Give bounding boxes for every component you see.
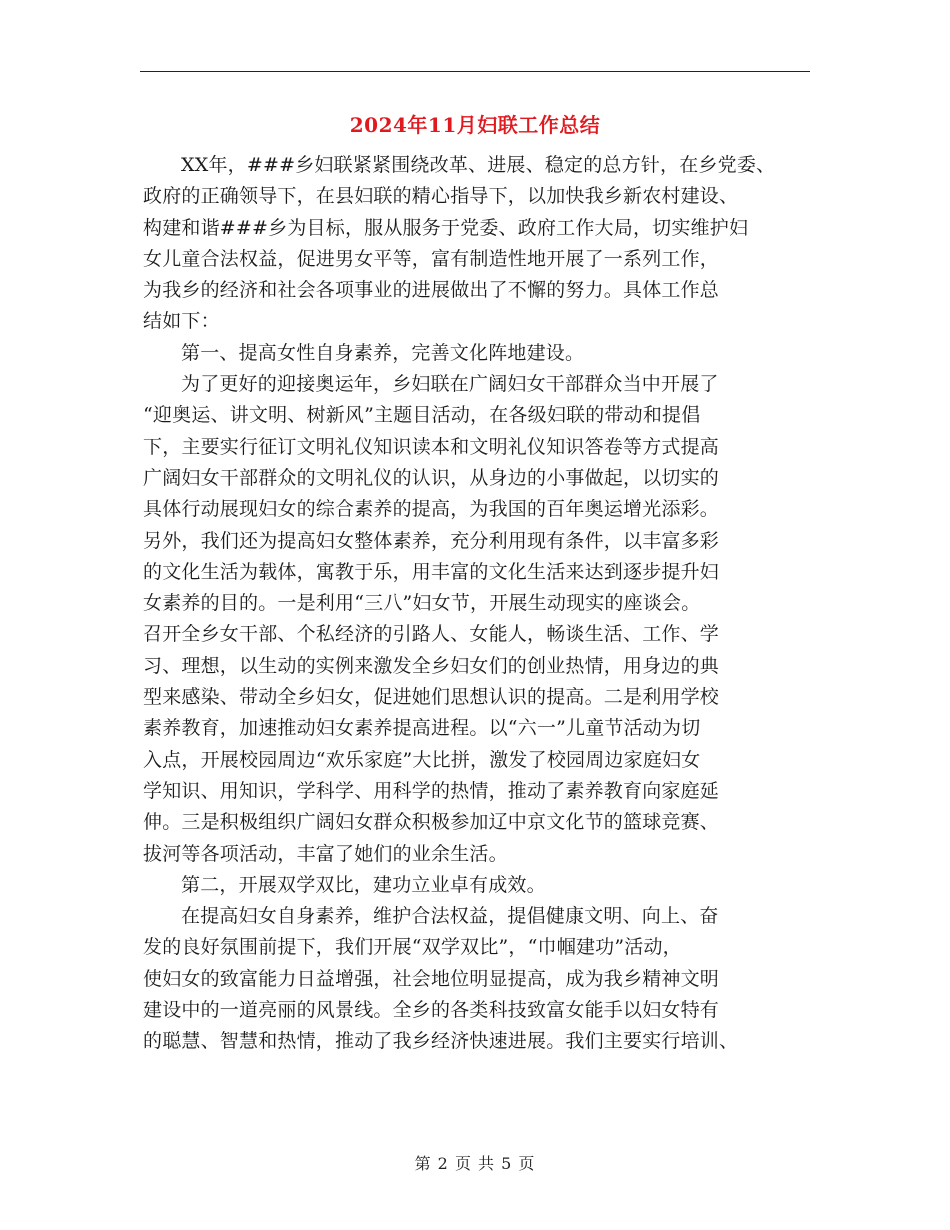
body-line: 拔河等各项活动，丰富了她们的业余生活。: [143, 842, 508, 865]
body-line: 女素养的目的。一是利用“三八”妇女节，开展生动现实的座谈会。: [143, 592, 701, 615]
body-line: 发的良好氛围前提下，我们开展“双学双比”，“巾帼建功”活动，: [143, 936, 682, 959]
body-line: 使妇女的致富能力日益增强，社会地位明显提高，成为我乡精神文明: [143, 967, 720, 990]
section-heading: 第二，开展双学双比，建功立业卓有成效。: [181, 873, 546, 896]
body-line: 下，主要实行征订文明礼仪知识读本和文明礼仪知识答卷等方式提高: [143, 435, 720, 458]
header-rule: [140, 71, 810, 72]
body-line: 的文化生活为载体，寓教于乐，用丰富的文化生活来达到逐步提升妇: [143, 560, 720, 583]
body-line: 具体行动展现妇女的综合素养的提高，为我国的百年奥运增光添彩。: [143, 498, 720, 521]
body-line: 女儿童合法权益，促进男女平等，富有制造性地开展了一系列工作，: [143, 247, 720, 270]
body-line: 习、理想，以生动的实例来激发全乡妇女们的创业热情，用身边的典: [143, 654, 720, 677]
body-line: 入点，开展校园周边“欢乐家庭”大比拼，激发了校园周边家庭妇女: [143, 748, 701, 771]
body-line: 素养教育，加速推动妇女素养提高进程。以“六一”儿童节活动为切: [143, 717, 701, 740]
body-line: 构建和谐###乡为目标，服从服务于党委、政府工作大局，切实维护妇: [143, 216, 749, 239]
document-body: [143, 150, 803, 1058]
body-line: 政府的正确领导下，在县妇联的精心指导下，以加快我乡新农村建设、: [143, 185, 739, 208]
body-line: 学知识、用知识，学科学、用科学的热情，推动了素养教育向家庭延: [143, 779, 720, 802]
body-line: 建设中的一道亮丽的风景线。全乡的各类科技致富女能手以妇女特有: [143, 999, 720, 1022]
body-line: 另外，我们还为提高妇女整体素养，充分利用现有条件，以丰富多彩: [143, 529, 720, 552]
body-line: 型来感染、带动全乡妇女，促进她们思想认识的提高。二是利用学校: [143, 686, 720, 709]
page-number: 第 2 页 共 5 页: [414, 1154, 536, 1173]
body-line: 广阔妇女干部群众的文明礼仪的认识，从身边的小事做起，以切实的: [143, 466, 720, 489]
body-line: 伸。三是积极组织广阔妇女群众积极参加辽中京文化节的篮球竞赛、: [143, 811, 720, 834]
body-line: 召开全乡女干部、个私经济的引路人、女能人，畅谈生活、工作、学: [143, 623, 720, 646]
document-title: 2024年11月妇联工作总结: [349, 113, 601, 137]
body-line: 在提高妇女自身素养，维护合法权益，提倡健康文明、向上、奋: [181, 905, 719, 928]
body-line: 结如下：: [143, 310, 220, 333]
section-heading: 第一、提高女性自身素养，完善文化阵地建设。: [181, 341, 585, 364]
body-line: XX年，###乡妇联紧紧围绕改革、进展、稳定的总方针，在乡党委、: [181, 154, 776, 176]
body-line: 为我乡的经济和社会各项事业的进展做出了不懈的努力。具体工作总: [143, 279, 720, 302]
body-line: 为了更好的迎接奥运年，乡妇联在广阔妇女干部群众当中开展了: [181, 373, 719, 396]
body-line: 的聪慧、智慧和热情，推动了我乡经济快速进展。我们主要实行培训、: [143, 1030, 739, 1053]
body-line: “迎奥运、讲文明、树新风”主题目活动，在各级妇联的带动和提倡: [143, 404, 701, 427]
